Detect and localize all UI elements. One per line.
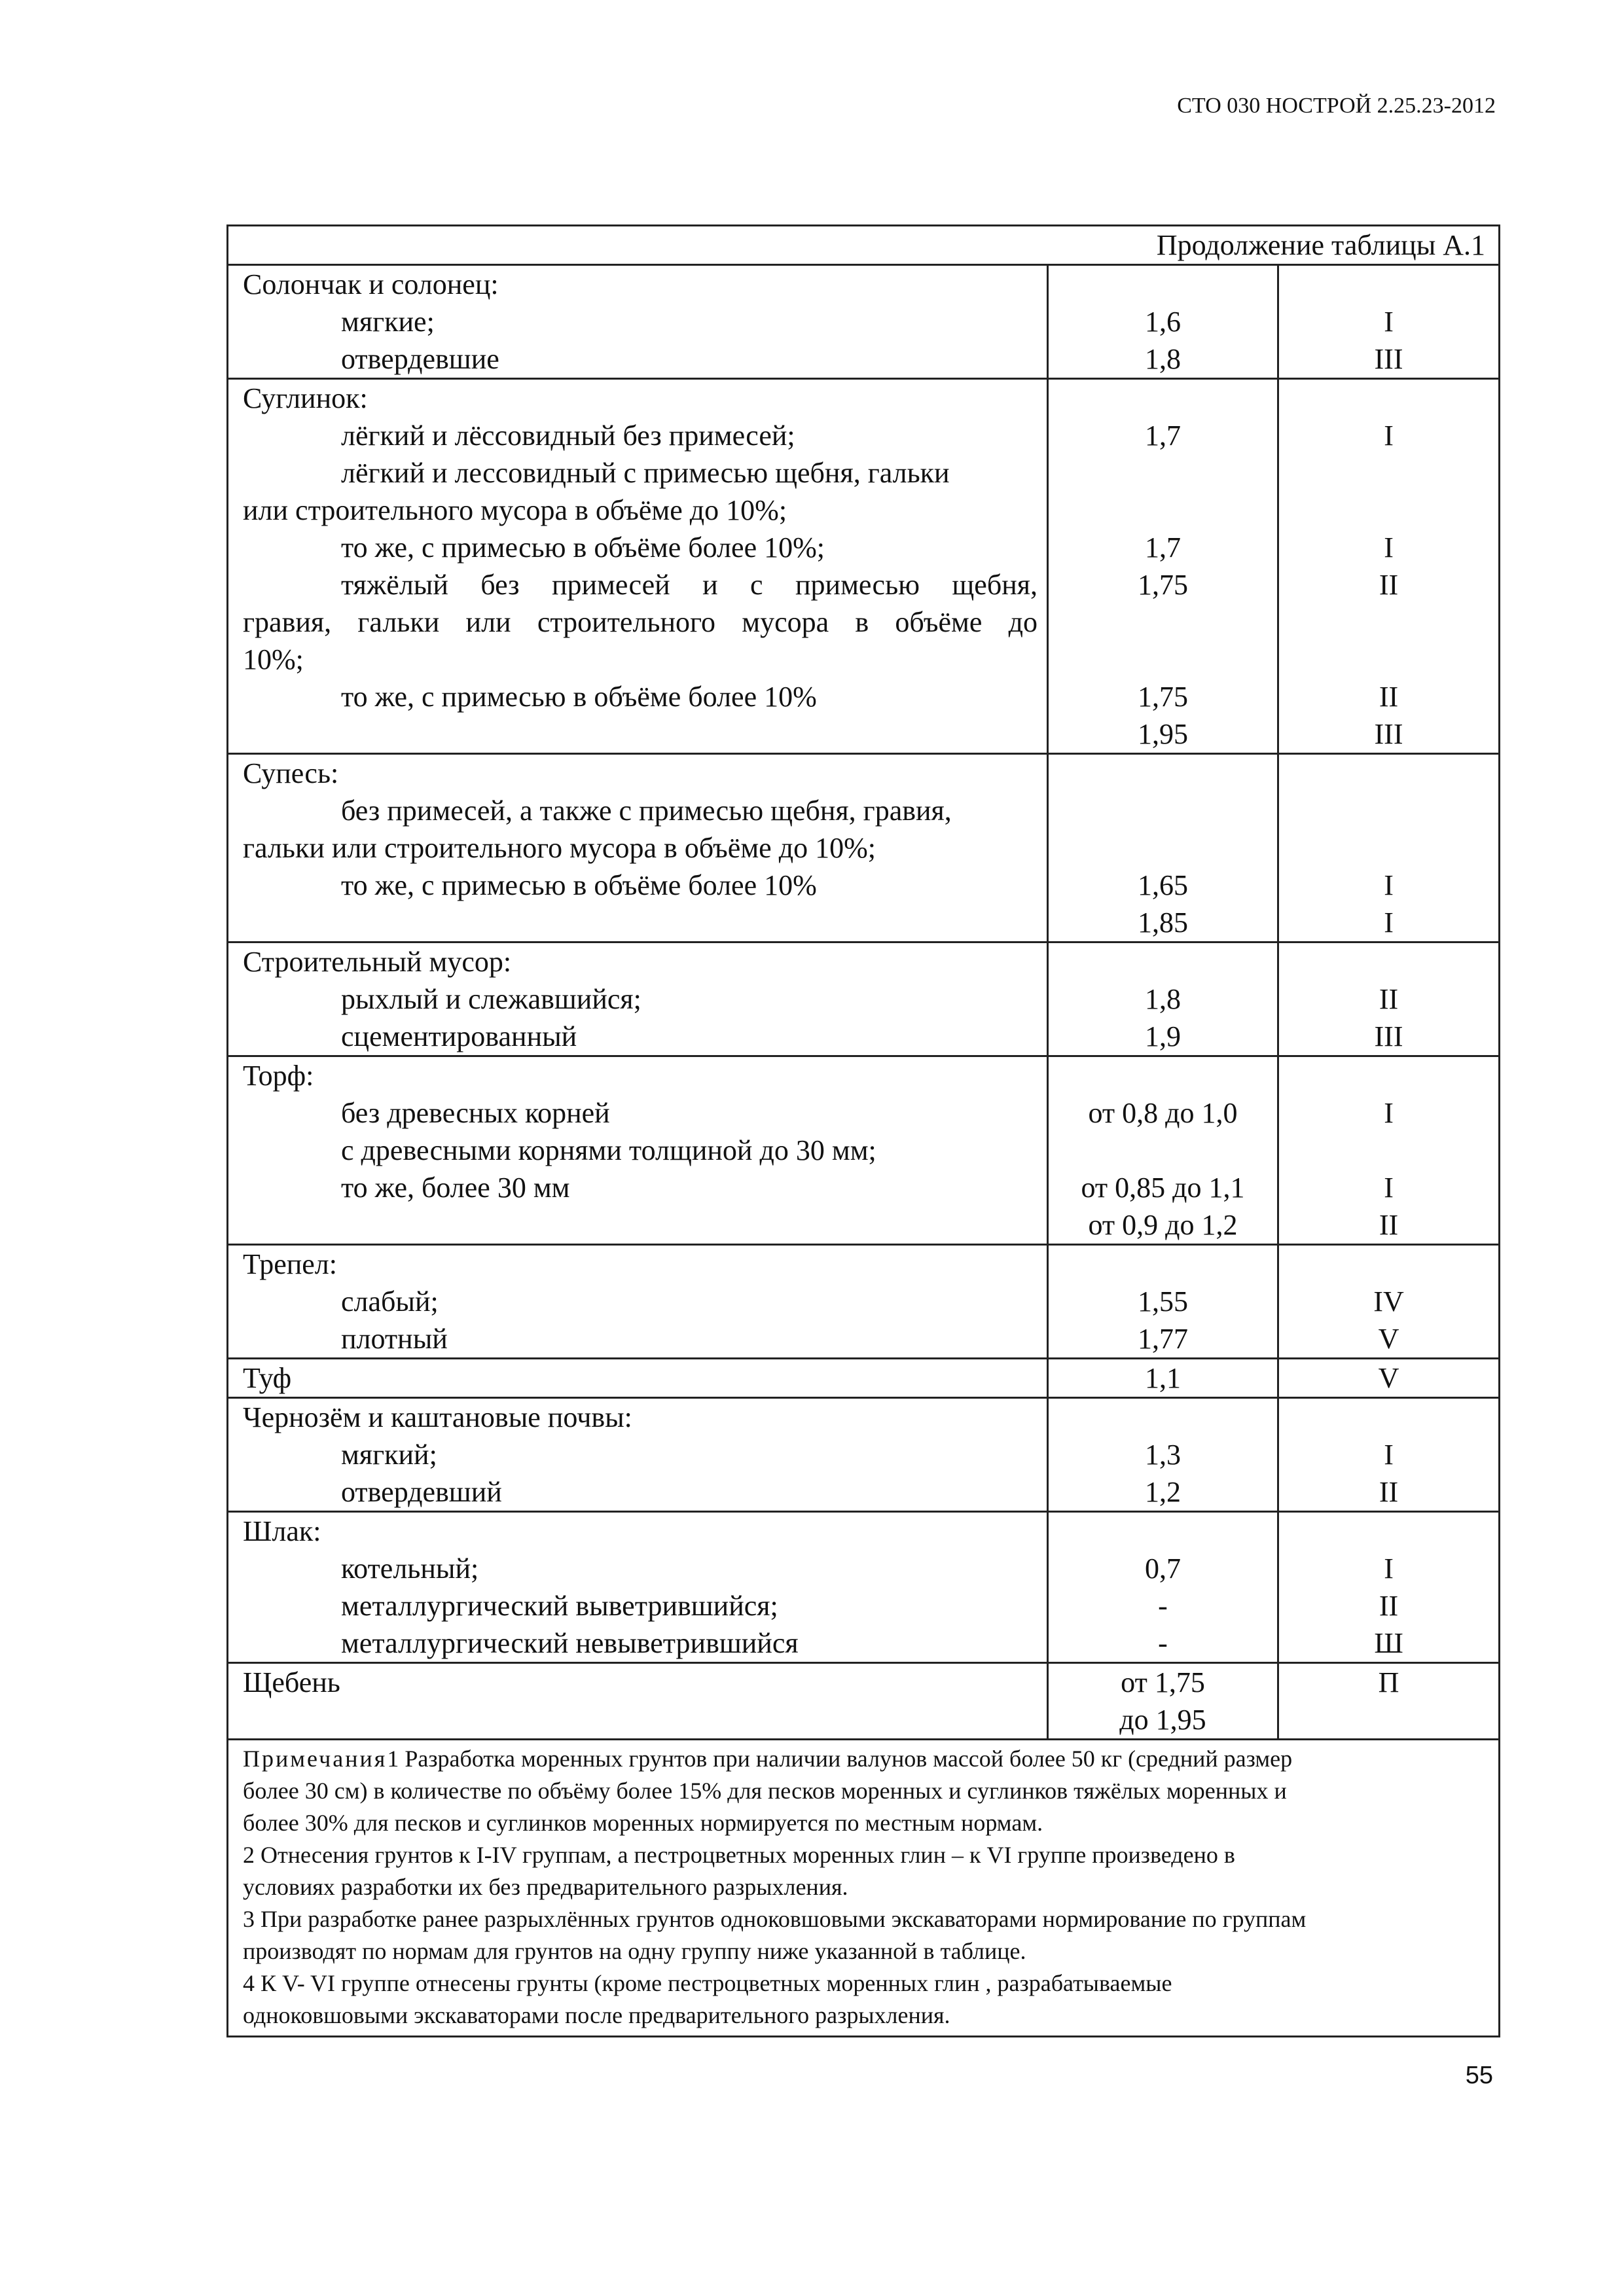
soil-type-cell <box>228 1359 1048 1398</box>
soil-subtype-label <box>243 715 1038 753</box>
soil-type-label: Торф: <box>243 1060 314 1092</box>
table-row <box>228 1245 1500 1359</box>
density-value: 1,6 <box>1145 306 1181 338</box>
group-value: II <box>1379 681 1399 713</box>
soil-subtype-label: без примесей, а также с примесью щебня, гравия, <box>341 795 952 827</box>
group-value: П <box>1378 1666 1399 1698</box>
density-value: 1,9 <box>1145 1020 1181 1052</box>
soil-subtype-label: 10%; <box>243 643 304 675</box>
group-value <box>1279 943 1498 980</box>
density-value <box>1049 943 1277 980</box>
density-value: 1,75 <box>1138 681 1188 713</box>
group-cell <box>1278 1663 1500 1740</box>
soil-type-cell <box>228 754 1048 942</box>
soil-subtype-label: котельный; <box>341 1552 479 1585</box>
group-value: I <box>1384 1439 1394 1471</box>
soil-subtype-label: мягкий; <box>341 1439 437 1471</box>
group-value: II <box>1379 569 1399 601</box>
soil-subtype-label: металлургический невыветрившийся <box>341 1627 799 1659</box>
density-value <box>1049 1399 1277 1436</box>
soil-type-cell <box>228 942 1048 1056</box>
density-value: 0,7 <box>1145 1552 1181 1585</box>
soil-subtype-label: плотный <box>341 1323 448 1355</box>
density-value: до 1,95 <box>1119 1704 1206 1736</box>
soil-type-cell <box>228 1398 1048 1512</box>
density-value <box>1049 641 1277 678</box>
group-value <box>1279 1513 1498 1550</box>
group-value <box>1279 641 1498 678</box>
soil-type-label: Трепел: <box>243 1248 337 1280</box>
table-row <box>228 1663 1500 1740</box>
soil-type-cell <box>228 1663 1048 1740</box>
group-cell <box>1278 1056 1500 1245</box>
density-cell <box>1048 942 1278 1056</box>
group-value: I <box>1384 420 1394 452</box>
group-value <box>1279 454 1498 492</box>
note-line: 3 При разработке ранее разрыхлённых грунтов одноковшовыми экскаваторами нормирование по группам <box>243 1906 1307 1932</box>
group-value <box>1279 1132 1498 1169</box>
note-line: более 30 см) в количестве по объёму более 15% для песков моренных и суглинков тяжёлых моренных и <box>243 1778 1287 1804</box>
density-value: 1,3 <box>1145 1439 1181 1471</box>
note-line: более 30% для песков и суглинков моренных нормируется по местным нормам. <box>243 1810 1043 1836</box>
soil-type-label: Туф <box>243 1362 292 1394</box>
group-cell <box>1278 1359 1500 1398</box>
soil-type-cell <box>228 379 1048 754</box>
soil-subtype-label: отвердевший <box>341 1476 502 1508</box>
table-row <box>228 265 1500 379</box>
soil-subtype-label <box>243 1701 1038 1738</box>
density-value: 1,77 <box>1138 1323 1188 1355</box>
soil-subtype-label: сцементированный <box>341 1020 577 1052</box>
soil-subtype-label <box>243 1206 1038 1244</box>
table-row <box>228 754 1500 942</box>
group-value: I <box>1384 1097 1394 1129</box>
group-value <box>1279 1057 1498 1094</box>
group-value: IV <box>1373 1285 1404 1318</box>
note-text: 1 Разработка моренных грунтов при наличии валунов массой более 50 кг (средний размер <box>387 1746 1293 1772</box>
density-value: 1,8 <box>1145 343 1181 375</box>
density-value: от 0,85 до 1,1 <box>1081 1172 1245 1204</box>
soil-subtype-label: отвердевшие <box>341 343 499 375</box>
density-value: от 0,9 до 1,2 <box>1088 1209 1238 1241</box>
soil-subtype-label: рыхлый и слежавшийся; <box>341 983 641 1015</box>
density-value <box>1049 380 1277 417</box>
page-number: 55 <box>1465 2062 1493 2089</box>
density-value <box>1049 266 1277 303</box>
density-value: 1,7 <box>1145 420 1181 452</box>
table-row <box>228 379 1500 754</box>
soil-type-cell <box>228 1245 1048 1359</box>
group-value <box>1279 380 1498 417</box>
soil-subtype-label: тяжёлый без примесей и с примесью щебня, <box>341 569 1038 601</box>
group-value: V <box>1378 1323 1399 1355</box>
soil-subtype-label: лёгкий и лёссовидный без примесей; <box>341 420 795 452</box>
group-value <box>1279 1246 1498 1283</box>
group-cell <box>1278 379 1500 754</box>
group-value: II <box>1379 1476 1399 1508</box>
table-row <box>228 1056 1500 1245</box>
soil-subtype-label: то же, более 30 мм <box>341 1172 570 1204</box>
density-value <box>1049 829 1277 867</box>
density-value <box>1049 1057 1277 1094</box>
soil-subtype-label: то же, с примесью в объёме более 10%; <box>341 531 825 564</box>
group-value <box>1279 1701 1498 1738</box>
group-value: I <box>1384 306 1394 338</box>
density-value <box>1049 454 1277 492</box>
note-line: условиях разработки их без предварительного разрыхления. <box>243 1874 848 1900</box>
soil-subtype-label: то же, с примесью в объёме более 10% <box>341 869 817 901</box>
group-cell <box>1278 754 1500 942</box>
soil-subtype-label: металлургический выветрившийся; <box>341 1590 778 1622</box>
density-cell <box>1048 1663 1278 1740</box>
group-value <box>1279 266 1498 303</box>
note-line <box>243 1743 1489 1775</box>
density-value: 1,95 <box>1138 718 1188 750</box>
soil-type-cell <box>228 1512 1048 1663</box>
density-value: 1,8 <box>1145 983 1181 1015</box>
soil-subtype-label: гравия, гальки или строительного мусора в объёме до <box>243 606 1038 638</box>
soil-type-cell <box>228 1056 1048 1245</box>
group-cell <box>1278 1512 1500 1663</box>
soil-subtype-label: мягкие; <box>341 306 435 338</box>
density-cell <box>1048 1245 1278 1359</box>
soil-subtype-label: без древесных корней <box>341 1097 610 1129</box>
group-value: II <box>1379 1590 1399 1622</box>
soil-groups-table <box>226 224 1500 2037</box>
density-cell <box>1048 1056 1278 1245</box>
note-line: одноковшовыми экскаваторами после предварительного разрыхления. <box>243 2002 950 2028</box>
density-value: - <box>1158 1627 1168 1659</box>
soil-type-label: Супесь: <box>243 757 339 789</box>
density-cell <box>1048 379 1278 754</box>
density-value <box>1049 603 1277 641</box>
density-value <box>1049 492 1277 529</box>
soil-subtype-label: гальки или строительного мусора в объёме до 10%; <box>243 832 876 864</box>
density-value: 1,75 <box>1138 569 1188 601</box>
group-value: II <box>1379 983 1399 1015</box>
density-value: от 0,8 до 1,0 <box>1088 1097 1238 1129</box>
group-value: I <box>1384 869 1394 901</box>
group-cell <box>1278 1398 1500 1512</box>
notes-label: Примечания <box>243 1746 388 1772</box>
group-value: III <box>1374 718 1403 750</box>
soil-type-label: Суглинок: <box>243 382 368 414</box>
soil-subtype-label: то же, с примесью в объёме более 10% <box>341 681 817 713</box>
group-value: V <box>1378 1362 1399 1394</box>
density-value: - <box>1158 1590 1168 1622</box>
group-value <box>1279 603 1498 641</box>
soil-type-label: Шлак: <box>243 1515 321 1547</box>
group-value: I <box>1384 531 1394 564</box>
note-line: производят по нормам для грунтов на одну группу ниже указанной в таблице. <box>243 1938 1026 1964</box>
group-value <box>1279 1399 1498 1436</box>
soil-type-label: Строительный мусор: <box>243 946 512 978</box>
group-value: I <box>1384 906 1394 939</box>
group-cell <box>1278 942 1500 1056</box>
group-cell <box>1278 265 1500 379</box>
density-value: 1,7 <box>1145 531 1181 564</box>
density-value: 1,85 <box>1138 906 1188 939</box>
soil-subtype-label: или строительного мусора в объёме до 10%; <box>243 494 787 526</box>
notes-row <box>228 1740 1500 2037</box>
density-cell <box>1048 1512 1278 1663</box>
group-value <box>1279 829 1498 867</box>
group-value <box>1279 755 1498 792</box>
group-value: II <box>1379 1209 1399 1241</box>
density-value <box>1049 755 1277 792</box>
group-value: III <box>1374 1020 1403 1052</box>
soil-type-label: Солончак и солонец: <box>243 268 499 300</box>
table-caption: Продолжение таблицы А.1 <box>228 226 1500 265</box>
density-value: 1,2 <box>1145 1476 1181 1508</box>
soil-subtype-label <box>243 904 1038 941</box>
density-value <box>1049 1513 1277 1550</box>
soil-type-label: Чернозём и каштановые почвы: <box>243 1401 632 1433</box>
soil-subtype-label: с древесными корнями толщиной до 30 мм; <box>341 1134 876 1166</box>
density-value <box>1049 1132 1277 1169</box>
soil-type-label: Щебень <box>243 1666 340 1698</box>
table-row <box>228 942 1500 1056</box>
group-value: I <box>1384 1552 1394 1585</box>
density-cell <box>1048 754 1278 942</box>
soil-subtype-label: лёгкий и лессовидный с примесью щебня, гальки <box>341 457 950 489</box>
soil-subtype-label: слабый; <box>341 1285 439 1318</box>
group-value: III <box>1374 343 1403 375</box>
note-line: 2 Отнесения грунтов к I-IV группам, а пестроцветных моренных глин – к VI группе произведено в <box>243 1842 1235 1868</box>
density-value <box>1049 1246 1277 1283</box>
density-cell <box>1048 1398 1278 1512</box>
note-line: 4 К V- VI группе отнесены грунты (кроме пестроцветных моренных глин , разрабатываемые <box>243 1970 1172 1996</box>
density-value: 1,55 <box>1138 1285 1188 1318</box>
group-value: I <box>1384 1172 1394 1204</box>
table-row <box>228 1359 1500 1398</box>
density-value: 1,65 <box>1138 869 1188 901</box>
notes-cell <box>228 1740 1500 2037</box>
density-cell <box>1048 265 1278 379</box>
density-value: от 1,75 <box>1121 1666 1205 1698</box>
group-value <box>1279 792 1498 829</box>
table-row <box>228 1398 1500 1512</box>
group-cell <box>1278 1245 1500 1359</box>
group-value: Ш <box>1374 1627 1403 1659</box>
density-value <box>1049 792 1277 829</box>
document-code: СТО 030 НОСТРОЙ 2.25.23-2012 <box>1177 94 1496 118</box>
density-value: 1,1 <box>1145 1362 1181 1394</box>
table-row <box>228 1512 1500 1663</box>
group-value <box>1279 492 1498 529</box>
soil-type-cell <box>228 265 1048 379</box>
density-cell <box>1048 1359 1278 1398</box>
